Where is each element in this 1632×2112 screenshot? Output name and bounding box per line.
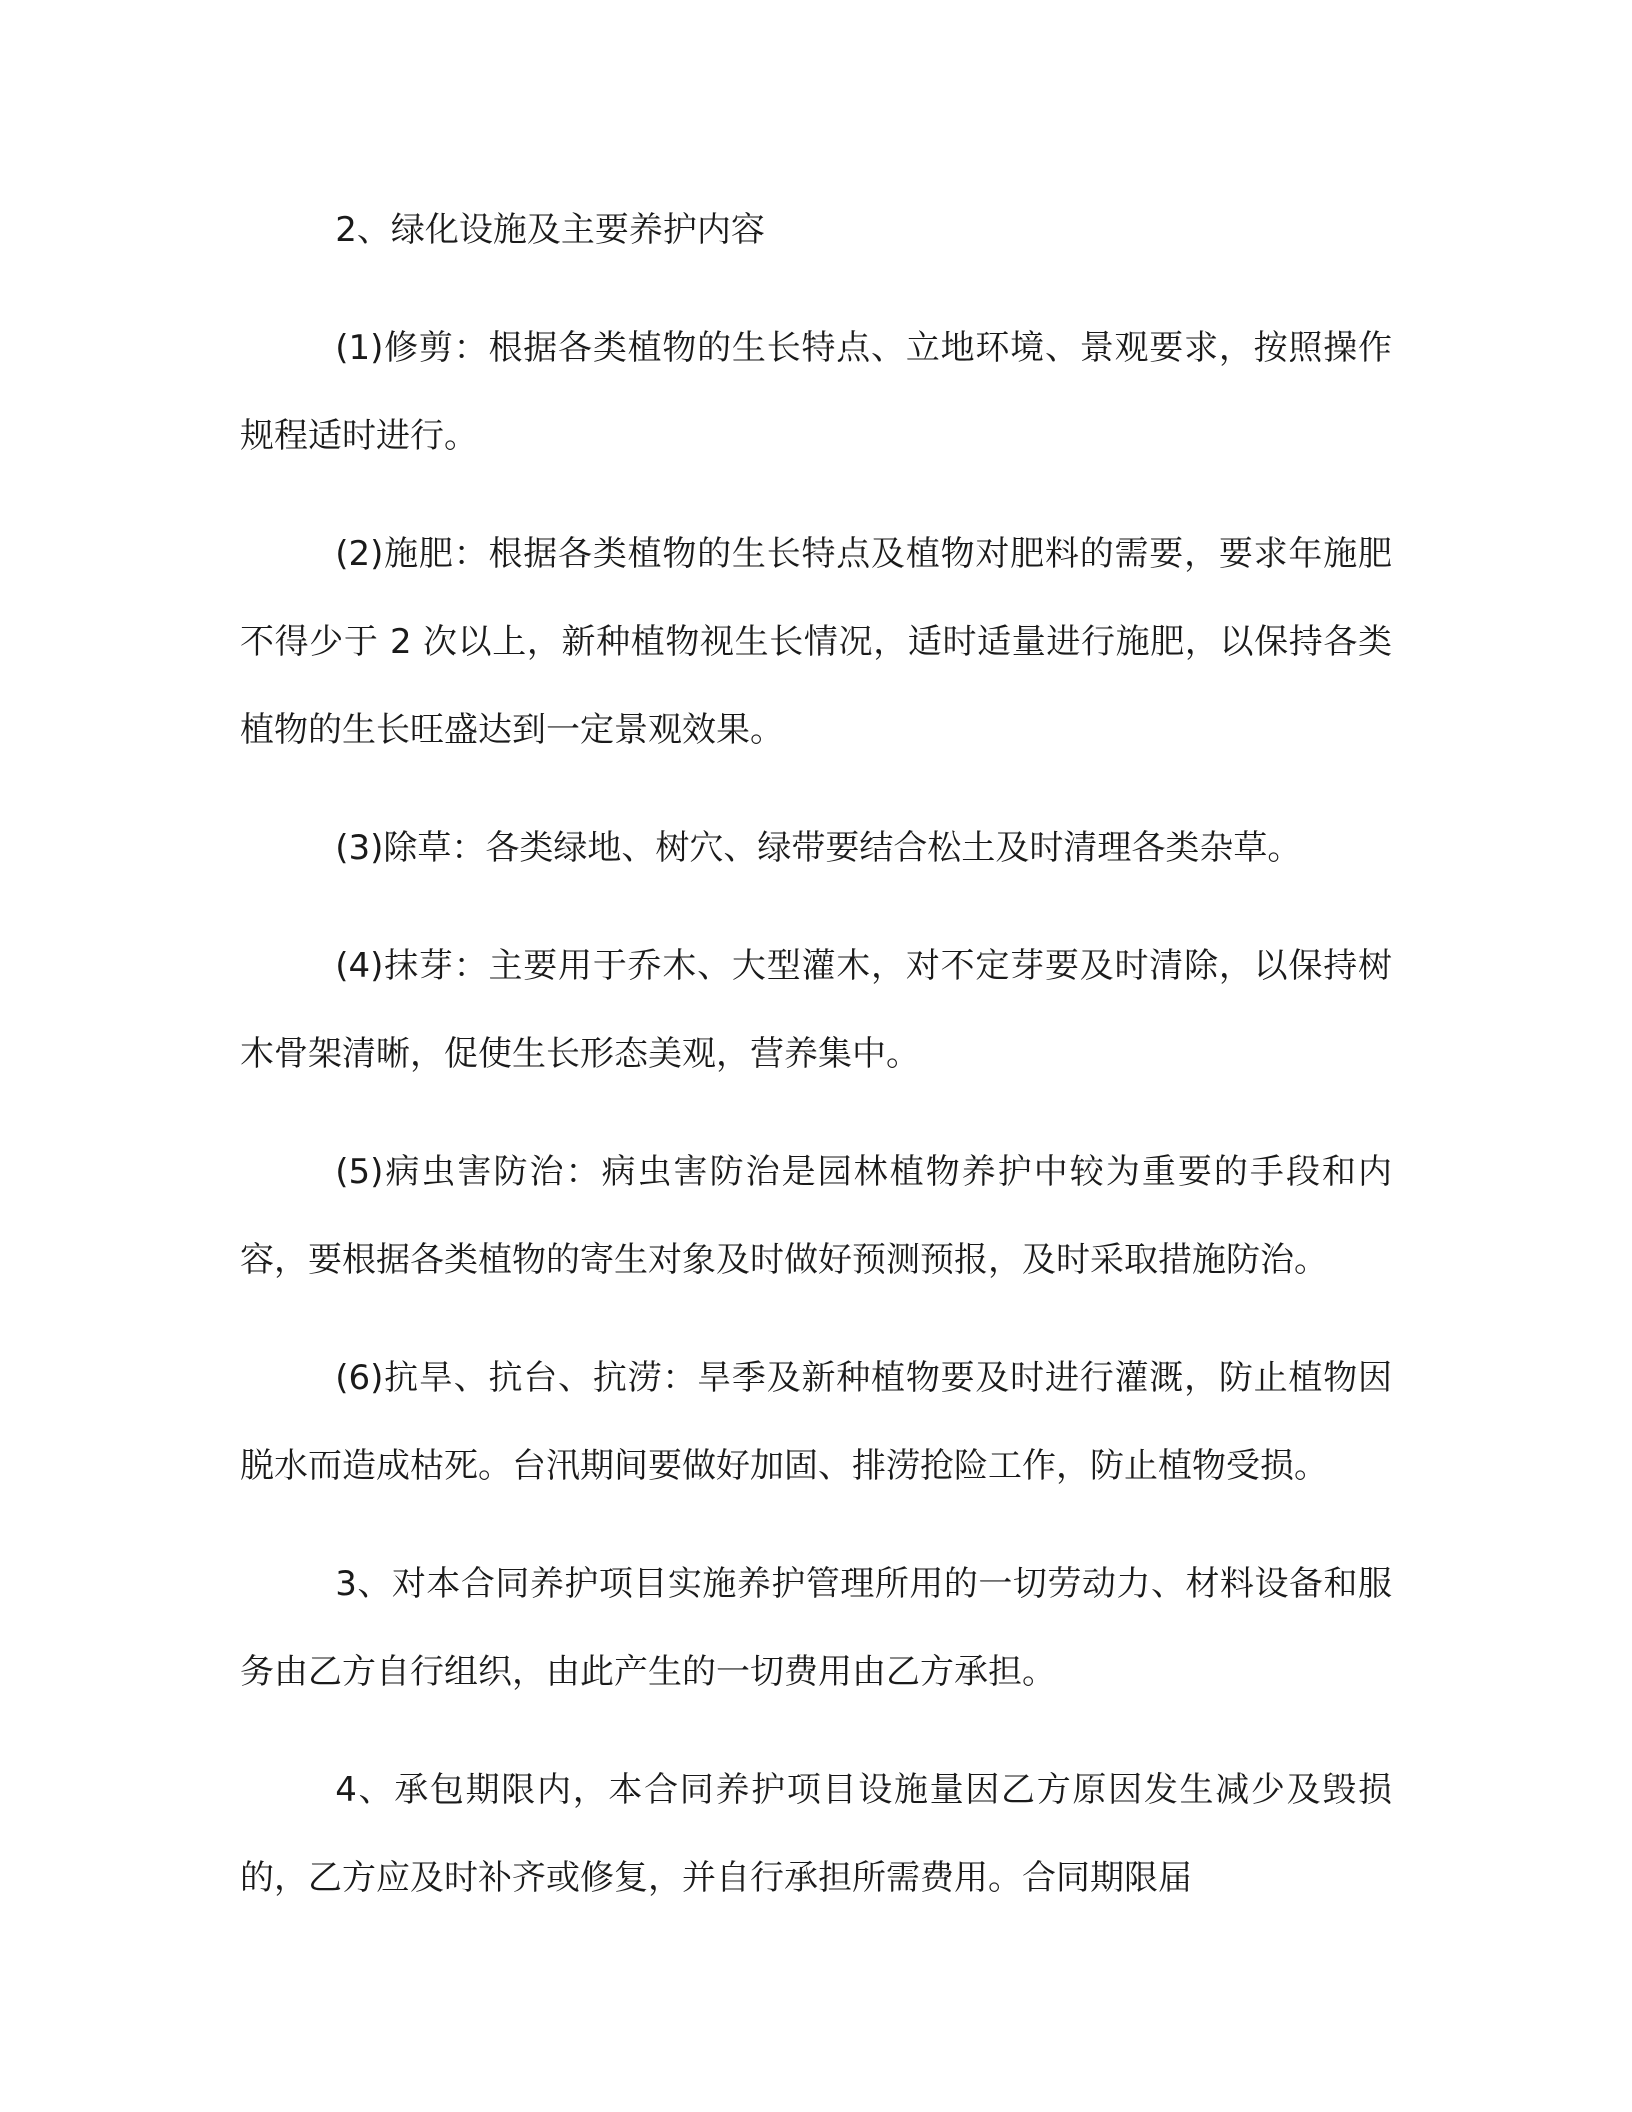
paragraph-fertilizing: (2)施肥：根据各类植物的生长特点及植物对肥料的需要，要求年施肥不得少于 2 次以上，新种植物视生长情况，适时适量进行施肥，以保持各类植物的生长旺盛达到一定景观效果。: [240, 534, 1392, 750]
paragraph-clause-4: 4、承包期限内，本合同养护项目设施量因乙方原因发生减少及毁损的，乙方应及时补齐或修复，并自行承担所需费用。合同期限届: [240, 1770, 1392, 1898]
paragraph-drought-typhoon-flood: (6)抗旱、抗台、抗涝：旱季及新种植物要及时进行灌溉，防止植物因脱水而造成枯死。台汛期间要做好加固、排涝抢险工作，防止植物受损。: [240, 1358, 1392, 1486]
paragraph-pest-control: (5)病虫害防治：病虫害防治是园林植物养护中较为重要的手段和内容，要根据各类植物的寄生对象及时做好预测预报，及时采取措施防治。: [240, 1152, 1392, 1280]
paragraph-clause-3: 3、对本合同养护项目实施养护管理所用的一切劳动力、材料设备和服务由乙方自行组织，由此产生的一切费用由乙方承担。: [240, 1564, 1392, 1692]
document-body: [240, 186, 1392, 1952]
section-heading: 2、绿化设施及主要养护内容: [335, 210, 765, 250]
paragraph-bud-removal: (4)抹芽：主要用于乔木、大型灌木，对不定芽要及时清除，以保持树木骨架清晰，促使生长形态美观，营养集中。: [240, 946, 1392, 1074]
paragraph-weeding: (3)除草：各类绿地、树穴、绿带要结合松土及时清理各类杂草。: [335, 828, 1302, 868]
paragraph-pruning: (1)修剪：根据各类植物的生长特点、立地环境、景观要求，按照操作规程适时进行。: [240, 328, 1392, 456]
